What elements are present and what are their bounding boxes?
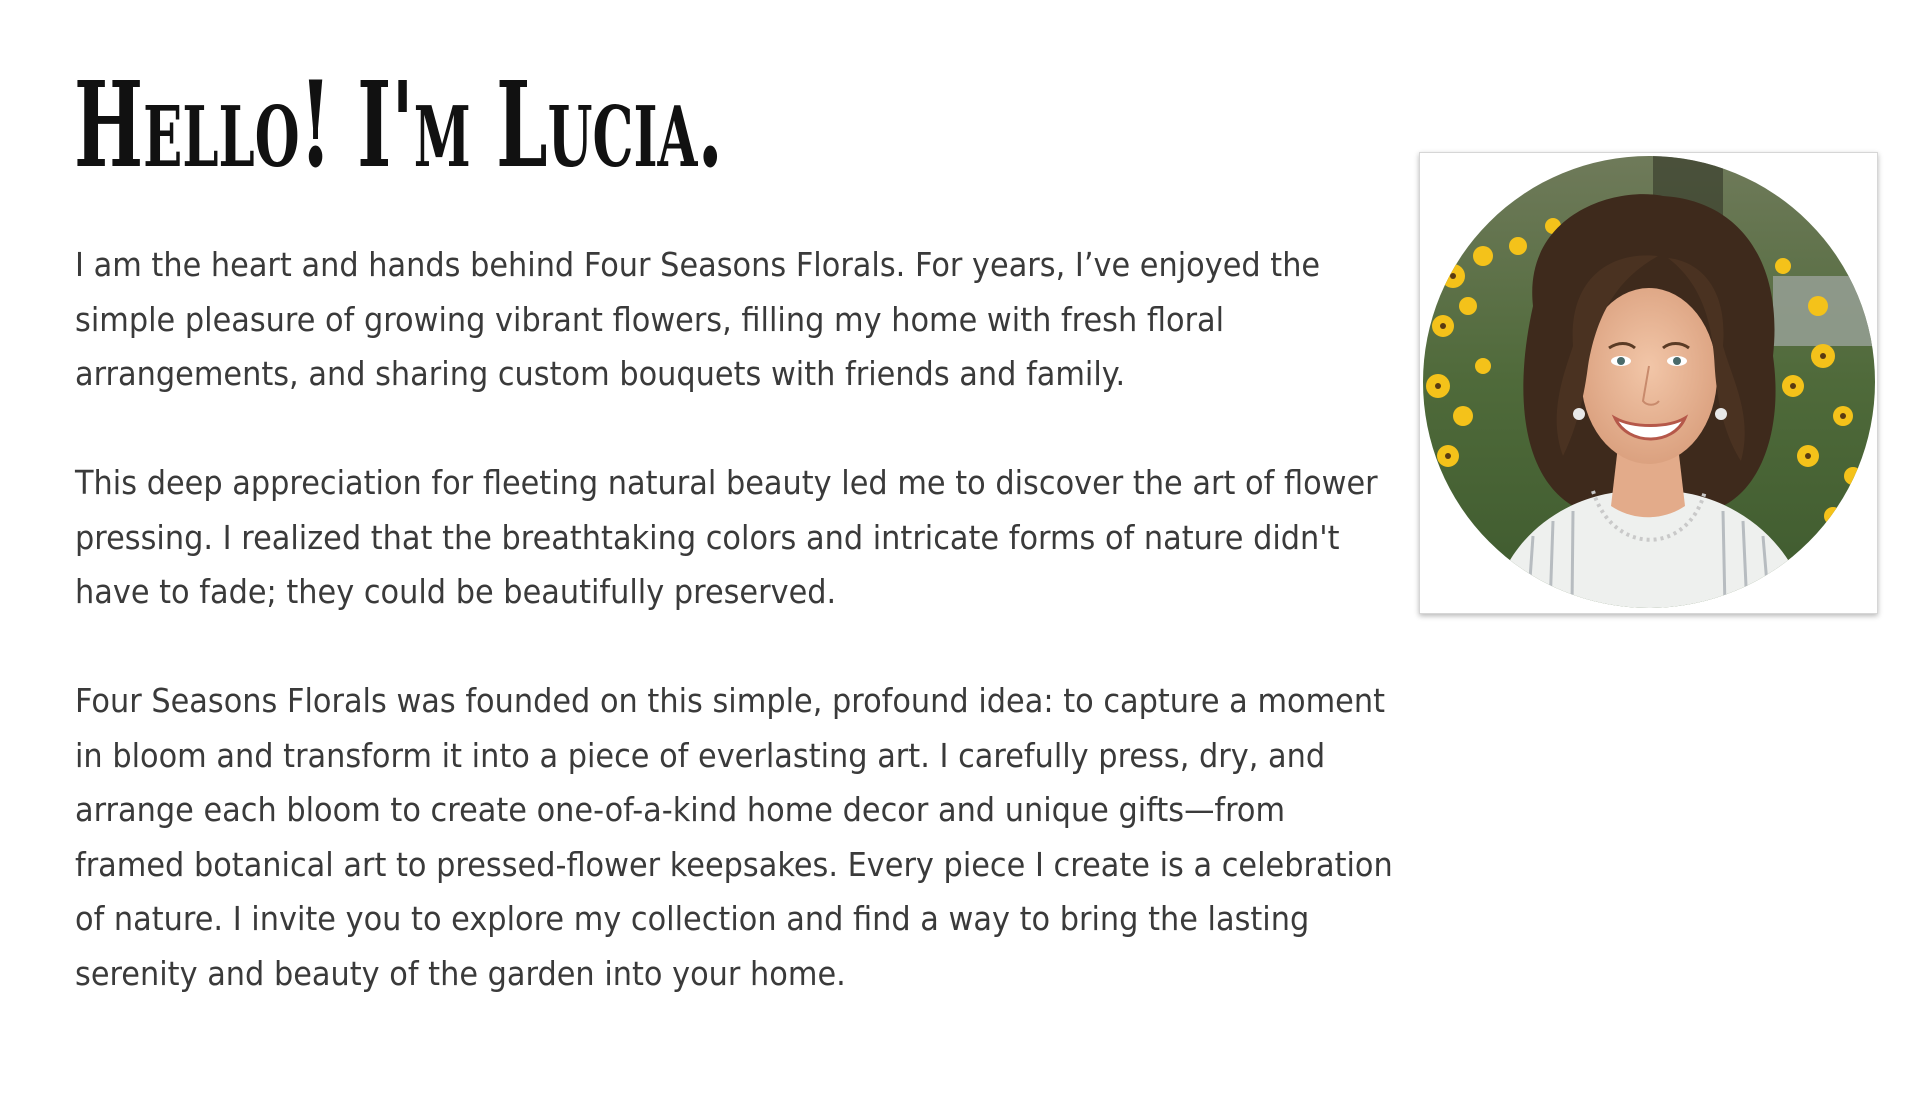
bio-paragraph: This deep appreciation for fleeting natural beauty led me to discover the art of flower pressing. I realized that the breathtaking colors and intricate forms of nature didn't have to fade; they could be beautifully preserved.	[75, 463, 1378, 611]
profile-photo-frame	[1419, 152, 1878, 614]
bio-paragraph: I am the heart and hands behind Four Seasons Florals. For years, I’ve enjoyed the simple pleasure of growing vibrant flowers, filling my home with fresh floral arrangements, and sharing custom bouquets with friends and family.	[75, 245, 1321, 393]
bio-section	[75, 238, 1397, 1056]
profile-photo	[1423, 156, 1875, 608]
bio-paragraph: Four Seasons Florals was founded on this simple, profound idea: to capture a moment in bloom and transform it into a piece of everlasting art. I carefully press, dry, and arrange each bloom to create one-of-a-kind home decor and unique gifts—from framed botanical art to pressed-flower keepsakes. Every piece I create is a celebration of nature. I invite you to explore my collection and find a way to bring the lasting serenity and beauty of the garden into your home.	[75, 681, 1393, 993]
portrait-illustration	[1423, 156, 1875, 608]
page-title: Hello! I'm Lucia.	[74, 55, 723, 194]
